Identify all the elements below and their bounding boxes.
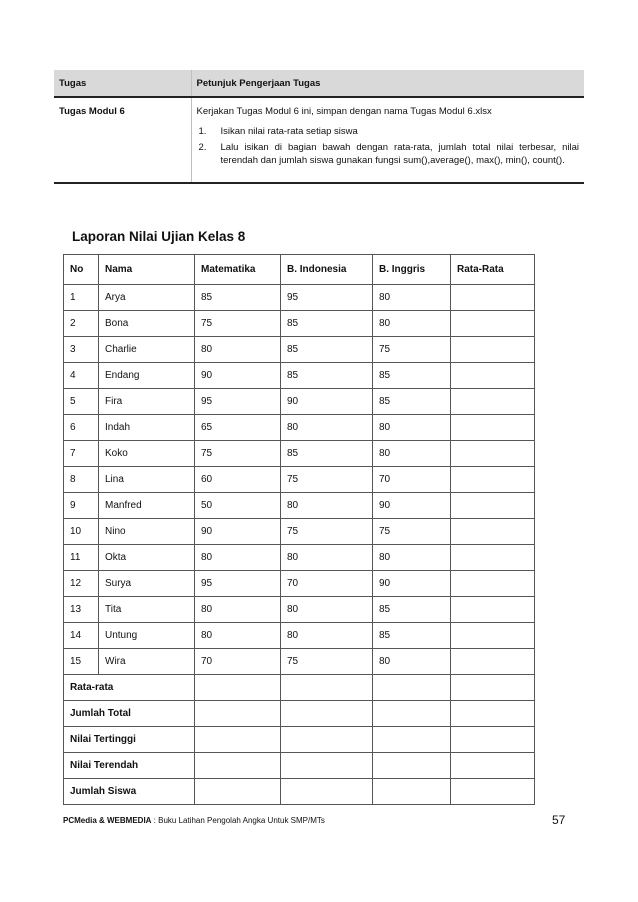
cell-rata-rata — [451, 285, 535, 311]
table-row — [64, 389, 535, 415]
task-intro: Kerjakan Tugas Modul 6 ini, simpan dengan nama Tugas Modul 6.xlsx — [196, 106, 492, 117]
summary-label: Nilai Terendah — [64, 753, 195, 779]
cell-b-inggris: 80 — [373, 545, 451, 571]
summary-cell — [281, 779, 373, 805]
summary-cell — [195, 753, 281, 779]
cell-b-indonesia: 80 — [281, 623, 373, 649]
header-b-indonesia: B. Indonesia — [281, 255, 373, 285]
cell-nama: Manfred — [99, 493, 195, 519]
summary-cell — [195, 779, 281, 805]
summary-row — [64, 727, 535, 753]
cell-rata-rata — [451, 519, 535, 545]
cell-b-inggris: 85 — [373, 389, 451, 415]
task-steps — [197, 125, 580, 168]
summary-cell — [195, 701, 281, 727]
table-row — [64, 649, 535, 675]
summary-label: Jumlah Total — [64, 701, 195, 727]
summary-cell — [195, 675, 281, 701]
cell-rata-rata — [451, 311, 535, 337]
table-row — [64, 337, 535, 363]
page-number: 57 — [552, 813, 566, 827]
summary-cell — [281, 675, 373, 701]
cell-matematika: 95 — [195, 389, 281, 415]
cell-b-indonesia: 75 — [281, 519, 373, 545]
summary-cell — [373, 727, 451, 753]
summary-cell — [451, 779, 535, 805]
cell-b-indonesia: 80 — [281, 545, 373, 571]
table-row — [64, 363, 535, 389]
cell-no: 11 — [64, 545, 99, 571]
cell-b-inggris: 80 — [373, 415, 451, 441]
table-row — [64, 597, 535, 623]
cell-b-indonesia: 90 — [281, 389, 373, 415]
cell-b-indonesia: 70 — [281, 571, 373, 597]
step-number: 2. — [198, 141, 207, 153]
report-title: Laporan Nilai Ujian Kelas 8 — [72, 229, 246, 244]
cell-no: 1 — [64, 285, 99, 311]
cell-nama: Endang — [99, 363, 195, 389]
cell-b-indonesia: 80 — [281, 597, 373, 623]
cell-matematika: 75 — [195, 441, 281, 467]
cell-matematika: 80 — [195, 623, 281, 649]
cell-b-inggris: 90 — [373, 571, 451, 597]
cell-no: 9 — [64, 493, 99, 519]
cell-rata-rata — [451, 597, 535, 623]
table-row — [64, 441, 535, 467]
table-row — [64, 623, 535, 649]
summary-row — [64, 779, 535, 805]
cell-nama: Nino — [99, 519, 195, 545]
cell-b-inggris: 90 — [373, 493, 451, 519]
cell-matematika: 90 — [195, 519, 281, 545]
cell-matematika: 75 — [195, 311, 281, 337]
step-text: Lalu isikan di bagian bawah dengan rata-rata, jumlah total nilai terbesar, nilai terendah dan jumlah siswa gunakan fungsi sum(),average(), max(), min(), count(). — [220, 141, 579, 166]
cell-nama: Tita — [99, 597, 195, 623]
cell-no: 6 — [64, 415, 99, 441]
cell-nama: Untung — [99, 623, 195, 649]
cell-no: 10 — [64, 519, 99, 545]
cell-nama: Fira — [99, 389, 195, 415]
header-b-inggris: B. Inggris — [373, 255, 451, 285]
summary-cell — [451, 727, 535, 753]
cell-rata-rata — [451, 415, 535, 441]
cell-matematika: 80 — [195, 337, 281, 363]
summary-cell — [451, 701, 535, 727]
task-instructions — [191, 97, 584, 183]
cell-b-inggris: 80 — [373, 649, 451, 675]
cell-no: 14 — [64, 623, 99, 649]
grades-body — [64, 285, 535, 805]
table-row — [64, 571, 535, 597]
summary-cell — [195, 727, 281, 753]
table-row — [64, 311, 535, 337]
cell-matematika: 60 — [195, 467, 281, 493]
header-rata-rata: Rata-Rata — [451, 255, 535, 285]
cell-nama: Charlie — [99, 337, 195, 363]
cell-matematika: 70 — [195, 649, 281, 675]
summary-cell — [373, 779, 451, 805]
cell-b-indonesia: 80 — [281, 415, 373, 441]
cell-nama: Indah — [99, 415, 195, 441]
table-row — [64, 467, 535, 493]
cell-b-inggris: 80 — [373, 311, 451, 337]
cell-nama: Wira — [99, 649, 195, 675]
summary-row — [64, 753, 535, 779]
cell-b-indonesia: 85 — [281, 441, 373, 467]
cell-rata-rata — [451, 571, 535, 597]
cell-b-inggris: 80 — [373, 285, 451, 311]
cell-matematika: 95 — [195, 571, 281, 597]
cell-nama: Lina — [99, 467, 195, 493]
cell-b-inggris: 85 — [373, 597, 451, 623]
task-step — [197, 141, 580, 168]
cell-matematika: 90 — [195, 363, 281, 389]
cell-no: 7 — [64, 441, 99, 467]
table-row — [64, 415, 535, 441]
summary-cell — [281, 753, 373, 779]
task-table — [54, 70, 584, 184]
task-name: Tugas Modul 6 — [54, 97, 191, 183]
summary-cell — [373, 753, 451, 779]
summary-cell — [373, 701, 451, 727]
header-no: No — [64, 255, 99, 285]
cell-matematika: 65 — [195, 415, 281, 441]
cell-no: 8 — [64, 467, 99, 493]
summary-row — [64, 701, 535, 727]
cell-nama: Arya — [99, 285, 195, 311]
step-number: 1. — [198, 126, 207, 137]
summary-row — [64, 675, 535, 701]
summary-label: Rata-rata — [64, 675, 195, 701]
cell-rata-rata — [451, 441, 535, 467]
header-nama: Nama — [99, 255, 195, 285]
footer-subtitle: : Buku Latihan Pengolah Angka Untuk SMP/MTs — [151, 816, 325, 825]
cell-nama: Koko — [99, 441, 195, 467]
table-row — [64, 493, 535, 519]
cell-b-indonesia: 75 — [281, 649, 373, 675]
cell-b-inggris: 85 — [373, 623, 451, 649]
grades-table — [63, 254, 535, 805]
instructions-col-header: Petunjuk Pengerjaan Tugas — [191, 70, 584, 97]
cell-b-indonesia: 75 — [281, 467, 373, 493]
grades-header-row — [64, 255, 535, 285]
footer-credit — [63, 816, 325, 825]
cell-no: 4 — [64, 363, 99, 389]
cell-rata-rata — [451, 493, 535, 519]
cell-rata-rata — [451, 623, 535, 649]
table-row — [64, 545, 535, 571]
summary-cell — [373, 675, 451, 701]
cell-rata-rata — [451, 467, 535, 493]
cell-nama: Bona — [99, 311, 195, 337]
summary-label: Jumlah Siswa — [64, 779, 195, 805]
cell-matematika: 80 — [195, 597, 281, 623]
cell-matematika: 50 — [195, 493, 281, 519]
cell-b-inggris: 70 — [373, 467, 451, 493]
cell-b-indonesia: 95 — [281, 285, 373, 311]
cell-no: 12 — [64, 571, 99, 597]
cell-rata-rata — [451, 389, 535, 415]
cell-b-indonesia: 85 — [281, 311, 373, 337]
cell-b-indonesia: 85 — [281, 363, 373, 389]
cell-b-inggris: 85 — [373, 363, 451, 389]
cell-rata-rata — [451, 337, 535, 363]
cell-no: 15 — [64, 649, 99, 675]
task-step — [197, 125, 580, 139]
cell-b-inggris: 80 — [373, 441, 451, 467]
summary-cell — [281, 701, 373, 727]
table-row — [64, 285, 535, 311]
cell-b-indonesia: 80 — [281, 493, 373, 519]
cell-no: 5 — [64, 389, 99, 415]
cell-no: 13 — [64, 597, 99, 623]
step-text: Isikan nilai rata-rata setiap siswa — [220, 126, 358, 137]
summary-cell — [451, 675, 535, 701]
header-matematika: Matematika — [195, 255, 281, 285]
summary-label: Nilai Tertinggi — [64, 727, 195, 753]
task-table-row — [54, 97, 584, 183]
cell-nama: Okta — [99, 545, 195, 571]
table-row — [64, 519, 535, 545]
cell-no: 2 — [64, 311, 99, 337]
cell-rata-rata — [451, 545, 535, 571]
footer-brand: PCMedia & WEBMEDIA — [63, 816, 152, 825]
cell-b-inggris: 75 — [373, 519, 451, 545]
cell-rata-rata — [451, 649, 535, 675]
summary-cell — [451, 753, 535, 779]
cell-nama: Surya — [99, 571, 195, 597]
cell-b-indonesia: 85 — [281, 337, 373, 363]
task-col-header: Tugas — [54, 70, 191, 97]
cell-matematika: 85 — [195, 285, 281, 311]
cell-matematika: 80 — [195, 545, 281, 571]
cell-rata-rata — [451, 363, 535, 389]
cell-no: 3 — [64, 337, 99, 363]
cell-b-inggris: 75 — [373, 337, 451, 363]
summary-cell — [281, 727, 373, 753]
task-table-header — [54, 70, 584, 97]
